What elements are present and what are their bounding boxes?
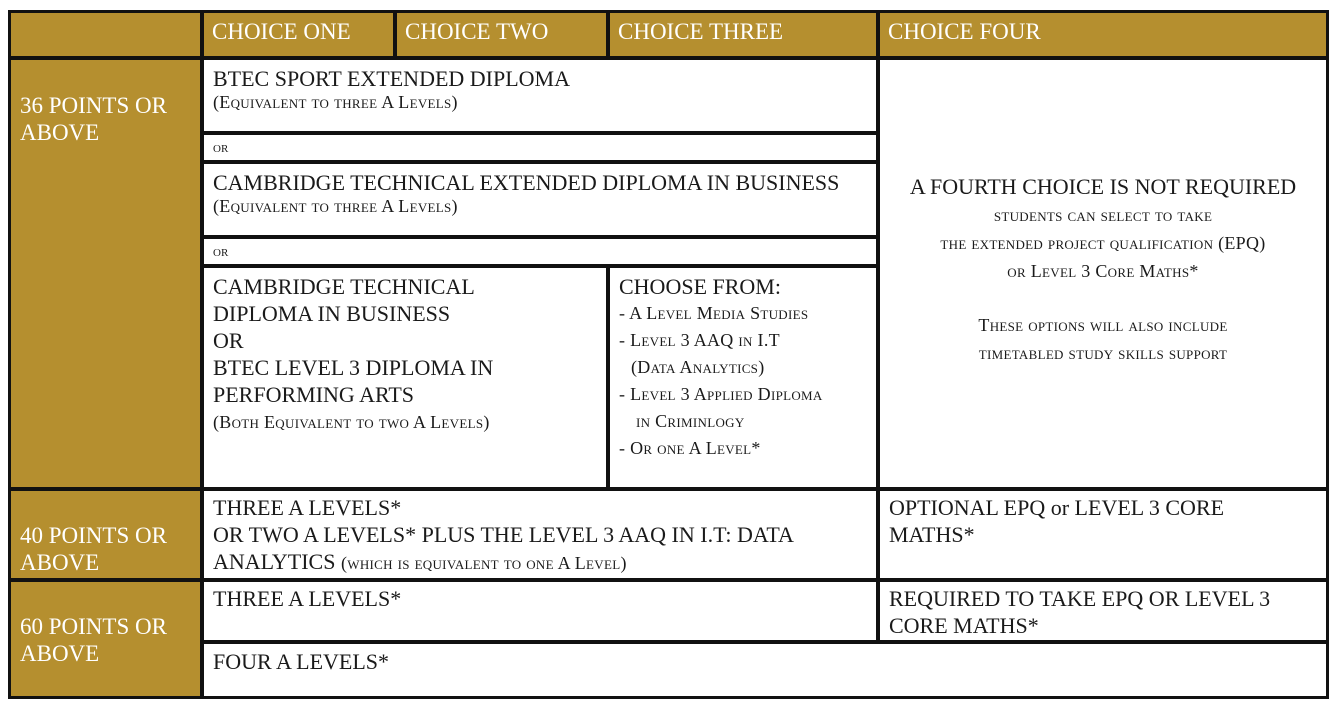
option-cambridge-business-extended: [204, 164, 876, 235]
choice-four-60-text: REQUIRED TO TAKE EPQ OR LEVEL 3 CORE MATHS*: [889, 586, 1271, 638]
option-two-a-level-diplomas: [204, 268, 606, 487]
choose-item-4: - Or one A Level*: [619, 438, 761, 458]
or-divider-1-text: or: [213, 140, 229, 156]
option3-line-4: BTEC LEVEL 3 DIPLOMA IN: [213, 355, 494, 380]
choice-four-36-title: A FOURTH CHOICE IS NOT REQUIRED: [909, 174, 1297, 199]
choose-from-list: [610, 268, 876, 487]
choice-four-36-extra-1: These options will also include: [978, 315, 1228, 335]
option3-line-1: CAMBRIDGE TECHNICAL: [213, 274, 475, 299]
header-corner: [11, 13, 200, 56]
header-choice-four: CHOICE FOUR: [880, 13, 1326, 56]
choice-four-36: [880, 60, 1326, 487]
option-btec-sport-note: (Equivalent to three A Levels): [213, 92, 458, 112]
header-choice-one: CHOICE ONE: [204, 13, 393, 56]
choice-four-40-text: OPTIONAL EPQ or LEVEL 3 CORE MATHS*: [889, 495, 1225, 547]
choice-four-36-line-2: the extended project qualification (EPQ): [940, 233, 1266, 253]
r60-line-1: THREE A LEVELS*: [213, 586, 402, 611]
choose-item-1: - A Level Media Studies: [619, 303, 809, 323]
r40-line-3-main: ANALYTICS: [213, 549, 341, 574]
option-cambridge-title: CAMBRIDGE TECHNICAL EXTENDED DIPLOMA IN BUSINESS: [213, 170, 840, 195]
choose-item-2b: (Data Analytics): [631, 357, 765, 377]
option-cambridge-note: (Equivalent to three A Levels): [213, 196, 458, 216]
choice-four-36-extra-2: timetabled study skills support: [978, 343, 1228, 363]
row-label-36-text: 36 POINTS OR ABOVE: [20, 93, 167, 145]
r40-line-1: THREE A LEVELS*: [213, 495, 402, 520]
r40-line-3-note: (which is equivalent to one A Level): [340, 553, 627, 573]
or-divider-2: [204, 239, 876, 264]
row-label-60: [11, 582, 200, 696]
option3-line-5: PERFORMING ARTS: [213, 382, 415, 407]
option-btec-sport-title: BTEC SPORT EXTENDED DIPLOMA: [213, 66, 571, 91]
option3-line-3: OR: [213, 328, 244, 353]
header-choice-two: CHOICE TWO: [397, 13, 606, 56]
header-choice-three: CHOICE THREE: [610, 13, 876, 56]
choose-item-2: - Level 3 AAQ in I.T: [619, 330, 780, 350]
option3-note: (Both Equivalent to two A Levels): [213, 412, 490, 432]
or-divider-1: [204, 135, 876, 160]
row-label-60-text: 60 POINTS OR ABOVE: [20, 614, 167, 666]
row-label-40: [11, 491, 200, 578]
choose-item-3: - Level 3 Applied Diploma: [619, 384, 823, 404]
points-choices-table: [8, 10, 1329, 699]
row-label-40-text: 40 POINTS OR ABOVE: [20, 523, 167, 575]
option-btec-sport: [204, 60, 876, 131]
or-divider-2-text: or: [213, 244, 229, 260]
choice-four-40: [880, 491, 1326, 578]
choice-four-36-line-1: students can select to take: [993, 205, 1213, 225]
row-label-36: [11, 60, 200, 487]
r40-line-3: [213, 548, 876, 577]
option-60-four-a-levels: [204, 644, 1326, 696]
option-40-a-levels: [204, 491, 876, 578]
choose-item-3b: in Criminlogy: [636, 411, 745, 431]
r40-line-2: OR TWO A LEVELS* PLUS THE LEVEL 3 AAQ IN I.T: DATA: [213, 522, 794, 547]
choice-four-36-line-3: or Level 3 Core Maths*: [1007, 261, 1199, 281]
choose-from-title: CHOOSE FROM:: [619, 274, 781, 299]
r60-line-2: FOUR A LEVELS*: [213, 649, 390, 674]
option3-line-2: DIPLOMA IN BUSINESS: [213, 301, 451, 326]
option-60-three-a-levels: [204, 582, 876, 640]
choice-four-60: [880, 582, 1326, 640]
